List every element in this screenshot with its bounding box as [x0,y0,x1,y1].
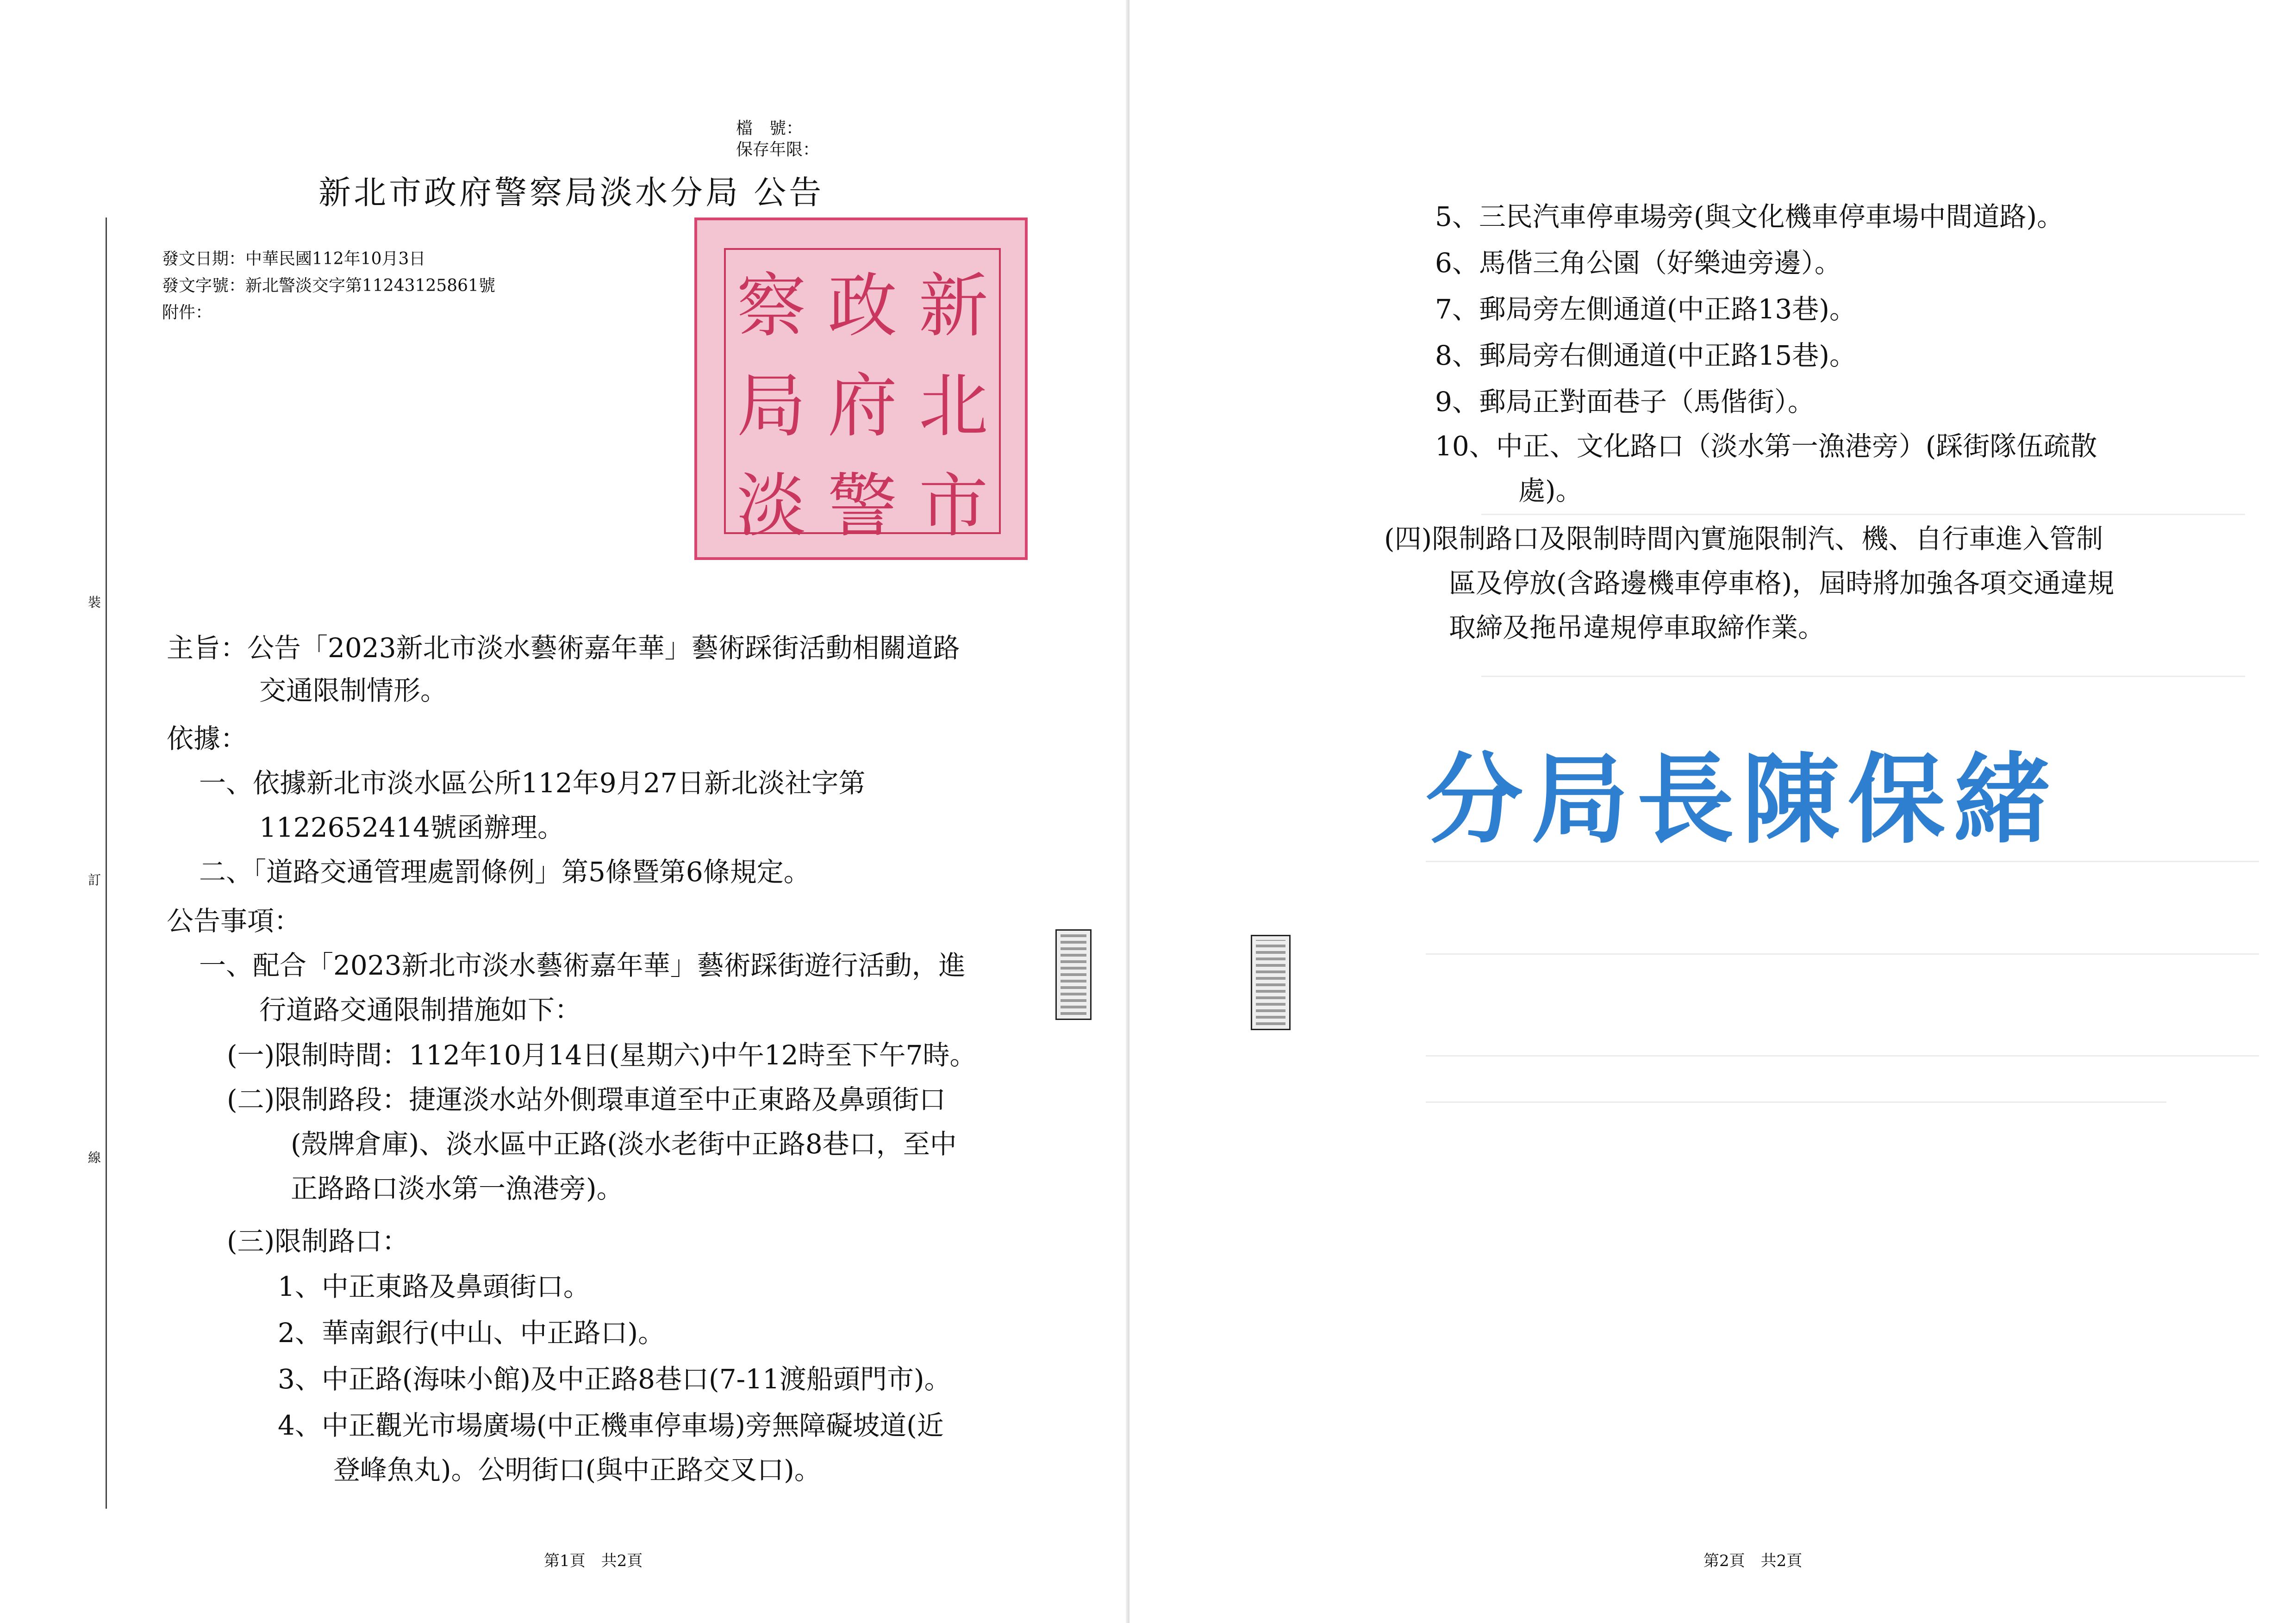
binding-mark: 裝 [88,595,101,610]
basis-heading: 依據： [167,723,248,754]
crossing-item: 7、郵局旁左側通道(中正路13巷)。 [1435,293,1856,325]
restriction-enforcement: 區及停放(含路邊機車停車格)，屆時將加強各項交通違規 [1449,567,2115,599]
binding-mark: 線 [88,1150,101,1165]
basis-item: 一、依據新北市淡水區公所112年9月27日新北淡社字第 [199,767,866,799]
crossing-item: 3、中正路(海味小館)及中正路8巷口(7-11渡船頭門市)。 [278,1363,951,1395]
crossing-item: 1、中正東路及鼻頭街口。 [278,1271,590,1302]
crossing-item: 4、中正觀光市場廣場(中正機車停車場)旁無障礙坡道(近 [278,1410,944,1441]
official-seal [694,218,1028,560]
seal-char: 府 [828,366,898,447]
restriction-section: (殼牌倉庫)、淡水區中正路(淡水老街中正路8巷口，至中 [291,1128,957,1160]
seal-char: 警 [828,466,898,547]
seal-char: 察 [736,266,806,347]
bleed-through-line [1481,514,2245,515]
restriction-section: (二)限制路段：捷運淡水站外側環車道至中正東路及鼻頭街口 [227,1084,946,1115]
archive-number-label: 檔 號： [736,119,803,138]
subject-line: 主旨：公告「2023新北市淡水藝術嘉年華」藝術踩街活動相關道路 [167,632,960,664]
basis-item: 1122652414號函辦理。 [259,812,565,843]
seal-char: 政 [828,266,898,347]
seal-char: 新 [918,266,988,347]
crossing-item: 6、馬偕三角公園（好樂迪旁邊）。 [1435,247,1841,279]
notice-item: 一、配合「2023新北市淡水藝術嘉年華」藝術踩街遊行活動，進 [199,950,966,981]
crossing-item: 登峰魚丸)。公明街口(與中正路交叉口)。 [333,1454,821,1486]
notice-heading: 公告事項： [167,905,301,937]
seal-char: 市 [918,466,988,547]
restriction-enforcement: 取締及拖吊違規停車取締作業。 [1449,612,1825,643]
retention-period-label: 保存年限： [736,140,820,159]
director-signature: 分局長陳保緒 [1426,743,2059,857]
crossing-item: 2、華南銀行(中山、中正路口)。 [278,1317,665,1349]
binding-mark: 訂 [88,872,101,888]
crossing-item: 5、三民汽車停車場旁(與文化機車停車場中間道路)。 [1435,201,2064,232]
notice-item: 行道路交通限制措施如下： [259,994,582,1026]
restriction-section: 正路路口淡水第一漁港旁)。 [291,1173,624,1204]
crossing-item: 10、中正、文化路口（淡水第一漁港旁）(踩街隊伍疏散 [1435,430,2097,462]
seal-char: 局 [736,366,806,447]
page-1 [0,0,1129,1623]
seal-char: 北 [918,366,988,447]
seal-char: 淡 [736,466,806,547]
restriction-enforcement: (四)限制路口及限制時間內實施限制汽、機、自行車進入管制 [1384,523,2103,554]
crossing-item: 處)。 [1518,475,1583,506]
attachment-label: 附件： [162,303,212,322]
restriction-time: (一)限制時間：112年10月14日(星期六)中午12時至下午7時。 [227,1039,977,1071]
crossing-item: 8、郵局旁右側通道(中正路15巷)。 [1435,340,1856,371]
subject-line: 交通限制情形。 [259,675,448,706]
page-footer: 第2頁 共2頁 [1703,1552,1803,1570]
small-seal [1251,935,1291,1030]
agency-title: 新北市政府警察局淡水分局 公告 [318,174,824,211]
issue-date: 發文日期：中華民國112年10月3日 [162,249,426,268]
basis-item: 二、「道路交通管理處罰條例」第5條暨第6條規定。 [199,856,811,888]
small-seal [1055,929,1092,1020]
binding-line [106,218,107,1509]
bleed-through-line [1481,676,2245,677]
document-number: 發文字號：新北警淡交字第11243125861號 [162,276,495,295]
bleed-through-line [1426,1101,2166,1103]
crossing-item: 9、郵局正對面巷子（馬偕街）。 [1435,386,1815,417]
restriction-crossings-heading: (三)限制路口： [227,1225,409,1257]
page-footer: 第1頁 共2頁 [544,1552,643,1570]
bleed-through-line [1426,953,2259,955]
bleed-through-line [1426,1055,2259,1057]
